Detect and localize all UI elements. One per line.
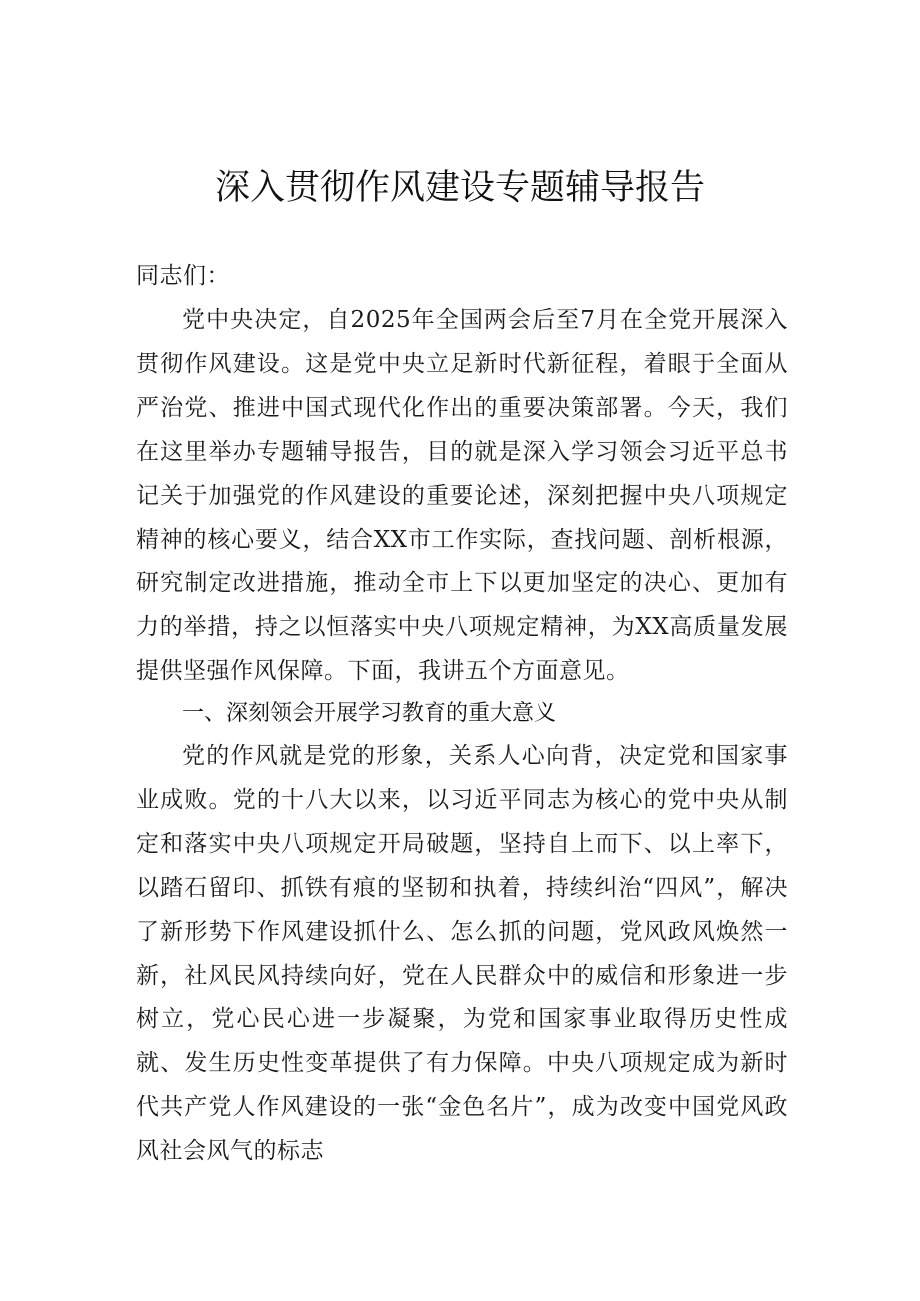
greeting: 同志们： (136, 263, 230, 289)
section-1-paragraph: 党的作风就是党的形象，关系人心向背，决定党和国家事业成败。党的十八大以来，以习近平同志为核心的党中央从制定和落实中央八项规定开局破题，坚持自上而下、以上率下，以踏石留印、抓铁有痕的坚韧和执着，持续纠治“四风”，解决了新形势下作风建设抓什么、怎么抓的问题，党风政风焕然一新，社风民风持续向好，党在人民群众中的威信和形象进一步树立，党心民心进一步凝聚，为党和国家事业取得历史性成就、发生历史性变革提供了有力保障。中央八项规定成为新时代共产党人作风建设的一张“金色名片”，成为改变中国党风政风社会风气的标志 (136, 743, 788, 1165)
section-heading-1: 一、深刻领会开展学习教育的重大意义 (182, 701, 557, 726)
intro-paragraph: 党中央决定，自2025年全国两会后至7月在全党开展深入贯彻作风建设。这是党中央立足新时代新征程，着眼于全面从严治党、推进中国式现代化作出的重要决策部署。今天，我们在这里举办专题辅导报告，目的就是深入学习领会习近平总书记关于加强党的作风建设的重要论述，深刻把握中央八项规定精神的核心要义，结合XX市工作实际，查找问题、剖析根源，研究制定改进措施，推动全市上下以更加坚定的决心、更加有力的举措，持之以恒落实中央八项规定精神，为XX高质量发展提供坚强作风保障。下面，我讲五个方面意见。 (136, 307, 788, 685)
document-title: 深入贯彻作风建设专题辅导报告 (214, 168, 705, 208)
